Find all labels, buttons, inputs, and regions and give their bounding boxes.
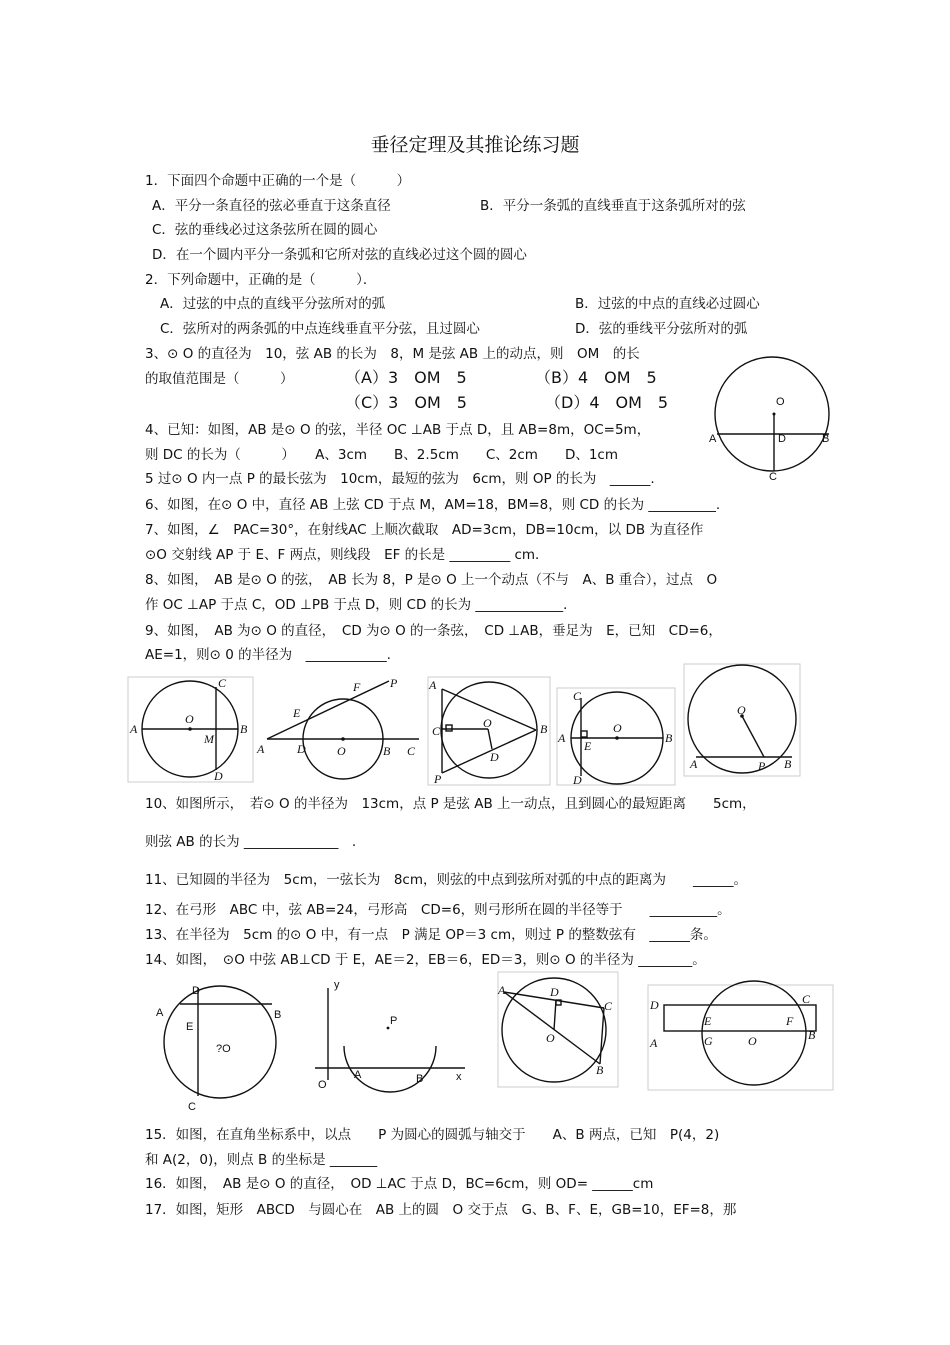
label-P: P <box>390 1015 398 1027</box>
label-G: G <box>704 1034 713 1048</box>
q8-line2: 作 OC ⊥AP 于点 C，OD ⊥PB 于点 D，则 CD 的长为 _____________． <box>145 597 577 613</box>
label-D: D <box>297 742 306 756</box>
label-C: C <box>432 724 441 738</box>
label-F: F <box>353 680 361 694</box>
label-B: B <box>784 757 792 771</box>
q3-line2: 的取值范围是（ ） <box>145 371 294 387</box>
label-A: A <box>429 678 437 692</box>
q10-line2: 则弦 AB 的长为 ______________ . <box>145 834 357 850</box>
label-y: y <box>334 979 340 991</box>
label-B: B <box>416 1073 424 1085</box>
q9-line2: AE=1，则⊙ 0 的半径为 ____________. <box>145 647 391 663</box>
label-A: A <box>709 433 717 445</box>
q17-text: 17．如图，矩形 ABCD 与圆心在 AB 上的圆 O 交于点 G、B、F、E，GB=10，EF=8，那 <box>145 1202 737 1218</box>
label-C: C <box>407 744 416 758</box>
q15-line1: 15．如图，在直角坐标系中，以点 P 为圆心的圆弧与轴交于 A、B 两点，已知 P(4，2) <box>145 1127 720 1143</box>
q11-text: 11、已知圆的半径为 5cm，一弦长为 8cm，则弦的中点到弦所对弧的中点的距离为 ______。 <box>145 872 748 888</box>
figure-q8 <box>428 677 550 785</box>
label-B: B <box>274 1009 282 1021</box>
label-A: A <box>354 1069 362 1081</box>
label-B: B <box>596 1063 604 1077</box>
q4-line2: 则 DC 的长为（ ） A、3cm B、2.5cm C、2cm D、1cm <box>145 447 619 463</box>
q7-line1: 7、如图，∠ PAC=30°，在射线AC 上顺次截取 AD=3cm，DB=10cm，以 DB 为直径作 <box>145 522 704 538</box>
label-B: B <box>665 731 673 745</box>
label-E: E <box>293 706 301 720</box>
q8-line1: 8、如图， AB 是⊙ O 的弦， AB 长为 8，P 是⊙ O 上一个动点（不与 A、B 重合），过点 O <box>145 572 718 588</box>
label-D: D <box>490 750 499 764</box>
label-O: O <box>748 1034 757 1048</box>
label-B: B <box>808 1028 816 1042</box>
label-A: A <box>498 983 506 997</box>
figure-q3 <box>709 352 837 487</box>
label-D: D <box>550 985 559 999</box>
label-E: E <box>584 739 592 753</box>
label-O: O <box>337 744 346 758</box>
label-P: P <box>758 759 766 773</box>
label-P: P <box>390 676 398 690</box>
figure-q10 <box>684 664 800 776</box>
q16-text: 16．如图， AB 是⊙ O 的直径， OD ⊥AC 于点 D，BC=6cm，则 OD= ______cm <box>145 1176 654 1192</box>
label-A: A <box>650 1036 658 1050</box>
q1-stem: 1．下面四个命题中正确的一个是（ ） <box>145 173 411 189</box>
q2-option-a: A．过弦的中点的直线平分弦所对的弧 <box>160 296 386 312</box>
label-B: B <box>383 744 391 758</box>
label-O: O <box>546 1031 555 1045</box>
q3-option-b: （B）4 OM 5 <box>535 368 657 387</box>
label-D: D <box>650 998 659 1012</box>
q1-option-a: A．平分一条直径的弦必垂直于这条直径 <box>152 198 391 214</box>
q12-text: 12、在弓形 ABC 中，弦 AB=24，弓形高 CD=6，则弓形所在圆的半径等于 __________。 <box>145 902 731 918</box>
label-O: O <box>483 716 492 730</box>
page-title: 垂径定理及其推论练习题 <box>370 134 580 156</box>
label-D: D <box>192 985 200 997</box>
q9-line1: 9、如图， AB 为⊙ O 的直径， CD 为⊙ O 的一条弦， CD ⊥AB，垂足为 E，已知 CD=6， <box>145 623 722 639</box>
q5-text: 5 过⊙ O 内一点 P 的最长弦为 10cm，最短的弦为 6cm，则 OP 的长为 ______. <box>145 471 655 487</box>
q13-text: 13、在半径为 5cm 的⊙ O 中，有一点 P 满足 OP＝3 cm，则过 P 的整数弦有 ______条。 <box>145 927 717 943</box>
q6-text: 6、如图，在⊙ O 中，直径 AB 上弦 CD 于点 M，AM=18，BM=8，则 CD 的长为 __________. <box>145 497 721 513</box>
label-E: E <box>186 1021 194 1033</box>
figure-q7 <box>257 677 422 782</box>
label-O: O <box>613 721 622 735</box>
figure-q6 <box>128 677 253 782</box>
q7-line2: ⊙O 交射线 AP 于 E、F 两点，则线段 EF 的长是 _________ cm． <box>145 547 549 563</box>
label-O: O <box>776 396 785 408</box>
q3-option-d: （D）4 OM 5 <box>545 393 669 412</box>
label-O: ?O <box>216 1043 231 1055</box>
q2-option-d: D．弦的垂线平分弦所对的弧 <box>575 321 748 337</box>
q1-option-b: B．平分一条弧的直线垂直于这条弧所对的弦 <box>480 198 746 214</box>
q14-text: 14、如图， ⊙O 中弦 AB⊥CD 于 E，AE＝2，EB＝6，ED＝3，则⊙ O 的半径为 ________。 <box>145 952 706 968</box>
q15-line2: 和 A(2，0)，则点 B 的坐标是 _______ <box>145 1152 378 1168</box>
label-C: C <box>573 689 582 703</box>
label-A: A <box>156 1007 164 1019</box>
label-B: B <box>540 722 548 736</box>
label-A: A <box>690 757 698 771</box>
label-A: A <box>558 731 566 745</box>
label-O: O <box>318 1079 327 1091</box>
label-C: C <box>218 676 227 690</box>
q10-line1: 10、如图所示， 若⊙ O 的半径为 13cm，点 P 是弦 AB 上一动点，且到圆心的最短距离 5cm， <box>145 796 756 812</box>
label-C: C <box>802 992 811 1006</box>
figure-q17 <box>648 985 833 1090</box>
q2-stem: 2．下列命题中，正确的是（ ）． <box>145 272 377 288</box>
label-O: O <box>185 712 194 726</box>
label-M: M <box>204 732 214 746</box>
label-A: A <box>257 742 265 756</box>
figure-q15 <box>310 980 475 1090</box>
label-C: C <box>769 471 777 483</box>
label-C: C <box>604 999 613 1013</box>
q2-option-b: B．过弦的中点的直线必过圆心 <box>575 296 760 312</box>
q2-option-c: C．弦所对的两条弧的中点连线垂直平分弦，且过圆心 <box>160 321 480 337</box>
figure-q9 <box>557 688 675 785</box>
q3-line1: 3、⊙ O 的直径为 10，弦 AB 的长为 8，M 是弦 AB 上的动点，则 OM 的长 <box>145 346 640 362</box>
label-O: O <box>737 703 746 717</box>
q4-line1: 4、已知：如图，AB 是⊙ O 的弦，半径 OC ⊥AB 于点 D，且 AB=8m，OC=5m， <box>145 422 651 438</box>
label-A: A <box>130 722 138 736</box>
figure-q14 <box>150 980 295 1115</box>
label-F: F <box>786 1014 794 1028</box>
q1-option-c: C．弦的垂线必过这条弦所在圆的圆心 <box>152 222 378 238</box>
label-P: P <box>434 772 442 786</box>
q3-option-c: （C）3 OM 5 <box>345 393 467 412</box>
label-B: B <box>822 433 830 445</box>
label-E: E <box>704 1014 712 1028</box>
label-D: D <box>778 433 786 445</box>
label-D: D <box>573 773 582 787</box>
q3-option-a: （A）3 OM 5 <box>345 368 467 387</box>
q1-option-d: D．在一个圆内平分一条弧和它所对弦的直线必过这个圆的圆心 <box>152 247 527 263</box>
label-D: D <box>214 769 223 783</box>
figure-q16 <box>498 972 618 1087</box>
label-x: x <box>456 1071 462 1083</box>
label-C: C <box>188 1101 196 1113</box>
label-B: B <box>240 722 248 736</box>
